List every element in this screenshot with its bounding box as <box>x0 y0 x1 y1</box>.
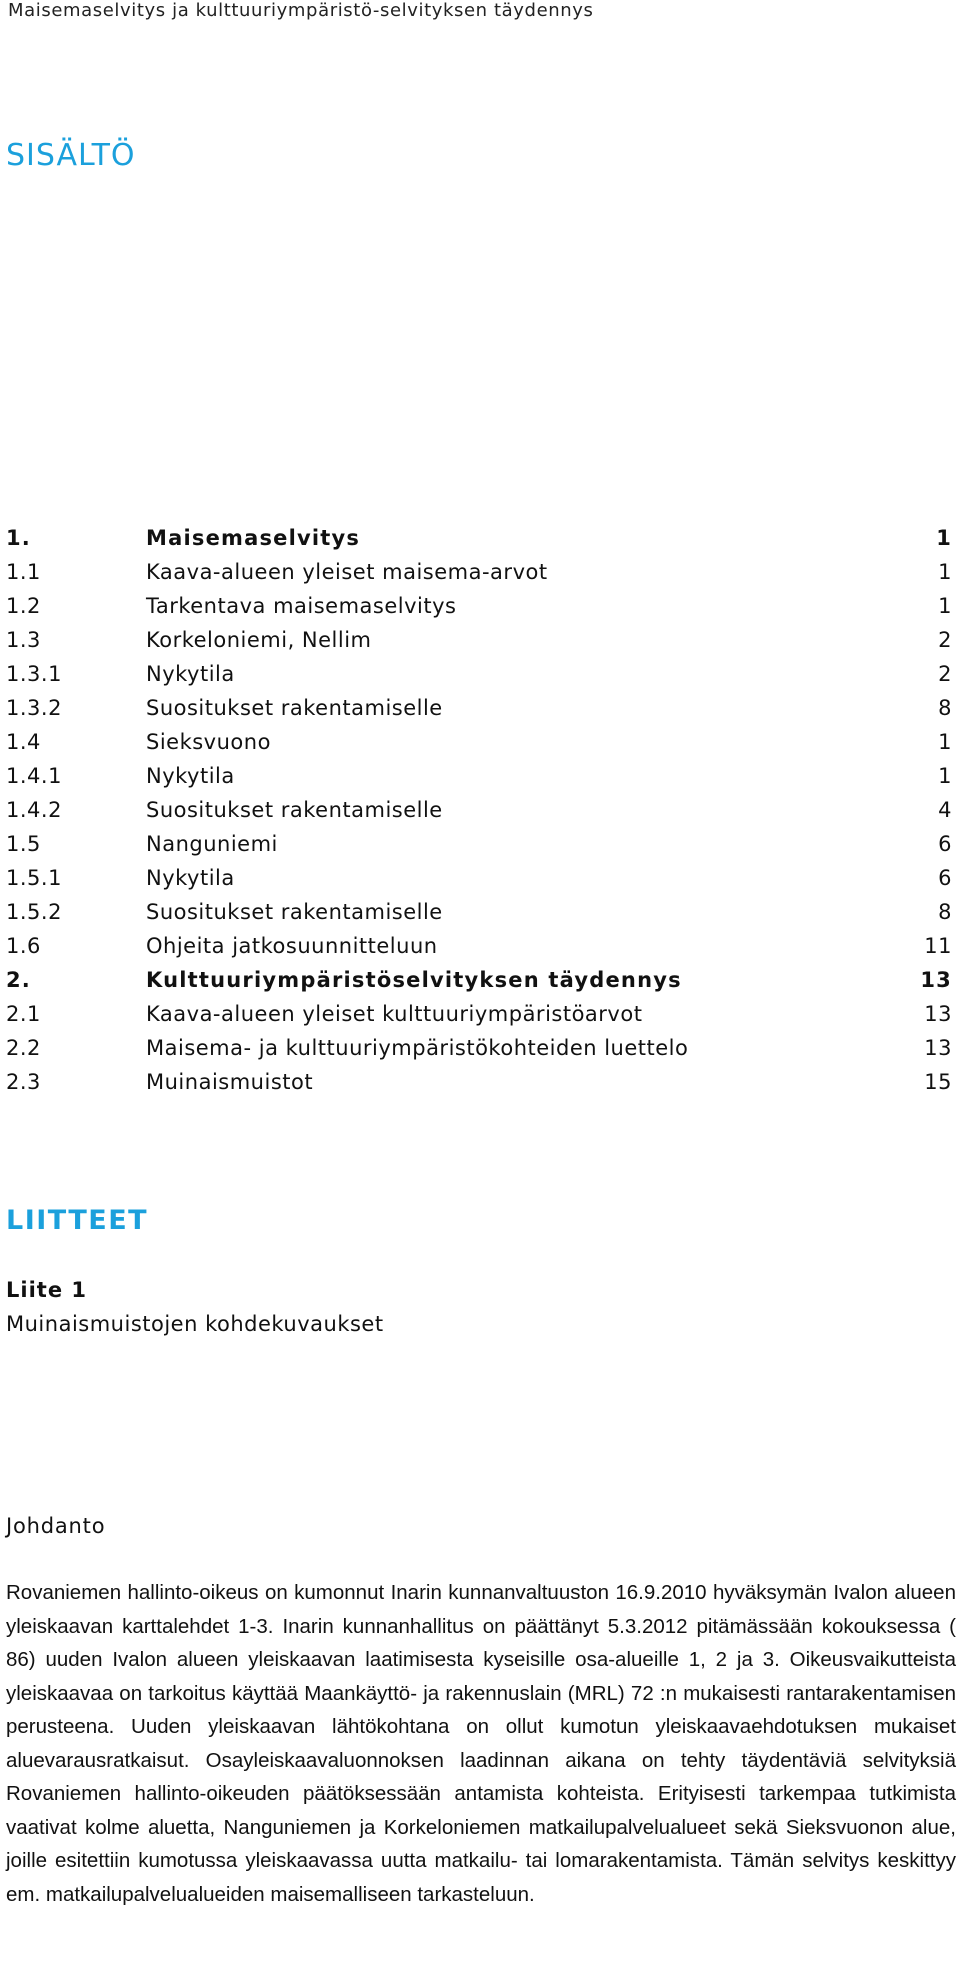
toc-entry[interactable] <box>6 555 952 589</box>
toc-entry-number: 1.5 <box>6 832 41 856</box>
toc-entry-page: 1 <box>938 764 952 788</box>
toc-entry-number: 1.2 <box>6 594 41 618</box>
toc-entry-number: 2. <box>6 968 31 992</box>
toc-entry-number: 1.4.1 <box>6 764 62 788</box>
toc-entry-number: 1.4 <box>6 730 41 754</box>
toc-entry[interactable] <box>6 1065 952 1099</box>
toc-entry-number: 2.3 <box>6 1070 41 1094</box>
toc-entry-page: 15 <box>924 1070 952 1094</box>
toc-entry[interactable] <box>6 827 952 861</box>
toc-entry-title: Suositukset rakentamiselle <box>146 798 443 822</box>
appendices-heading: LIITTEET <box>6 1205 149 1236</box>
toc-entry-number: 1.4.2 <box>6 798 62 822</box>
toc-entry[interactable] <box>6 623 952 657</box>
toc-entry-title: Kaava-alueen yleiset maisema-arvot <box>146 560 548 584</box>
appendix-label: Liite 1 <box>6 1278 87 1302</box>
toc-entry-page: 1 <box>936 526 952 550</box>
toc-entry[interactable] <box>6 963 952 997</box>
toc-entry-page: 2 <box>938 662 952 686</box>
toc-entry-number: 2.2 <box>6 1036 41 1060</box>
toc-entry-title: Sieksvuono <box>146 730 271 754</box>
toc-entry[interactable] <box>6 895 952 929</box>
toc-entry[interactable] <box>6 929 952 963</box>
toc-entry[interactable] <box>6 657 952 691</box>
toc-entry[interactable] <box>6 589 952 623</box>
toc-entry-number: 1. <box>6 526 31 550</box>
toc-entry-number: 1.3.1 <box>6 662 62 686</box>
toc-entry-title: Nykytila <box>146 866 235 890</box>
toc-entry[interactable] <box>6 691 952 725</box>
toc-entry-page: 13 <box>920 968 952 992</box>
toc-entry-page: 1 <box>938 594 952 618</box>
toc-entry-title: Nanguniemi <box>146 832 278 856</box>
toc-heading: SISÄLTÖ <box>6 138 136 173</box>
toc-entry[interactable] <box>6 997 952 1031</box>
toc-entry-page: 6 <box>938 832 952 856</box>
toc-entry-title: Kulttuuriympäristöselvityksen täydennys <box>146 968 682 992</box>
toc-entry-page: 11 <box>924 934 952 958</box>
toc-entry-title: Nykytila <box>146 764 235 788</box>
toc-entry-number: 2.1 <box>6 1002 41 1026</box>
toc-entry-page: 13 <box>924 1002 952 1026</box>
toc-entry[interactable] <box>6 759 952 793</box>
toc-entry[interactable] <box>6 521 952 555</box>
toc-entry[interactable] <box>6 861 952 895</box>
toc-entry-number: 1.1 <box>6 560 41 584</box>
toc-entry-title: Nykytila <box>146 662 235 686</box>
toc-entry-page: 4 <box>938 798 952 822</box>
toc-entry-number: 1.6 <box>6 934 41 958</box>
intro-heading: Johdanto <box>6 1514 106 1538</box>
toc-entry-page: 8 <box>938 696 952 720</box>
toc-entry-title: Muinaismuistot <box>146 1070 314 1094</box>
running-header: Maisemaselvitys ja kulttuuriympäristö-selvityksen täydennys <box>8 0 594 21</box>
toc-entry-title: Kaava-alueen yleiset kulttuuriympäristöarvot <box>146 1002 643 1026</box>
toc-entry-number: 1.3.2 <box>6 696 62 720</box>
toc-entry[interactable] <box>6 1031 952 1065</box>
toc-entry-title: Maisema- ja kulttuuriympäristökohteiden luettelo <box>146 1036 689 1060</box>
toc-entry-page: 1 <box>938 730 952 754</box>
table-of-contents <box>6 521 952 1099</box>
appendix-description: Muinaismuistojen kohdekuvaukset <box>6 1312 384 1336</box>
toc-entry-page: 6 <box>938 866 952 890</box>
toc-entry-page: 1 <box>938 560 952 584</box>
toc-entry-page: 2 <box>938 628 952 652</box>
toc-entry-number: 1.5.2 <box>6 900 62 924</box>
toc-entry-title: Suositukset rakentamiselle <box>146 900 443 924</box>
toc-entry[interactable] <box>6 793 952 827</box>
toc-entry-title: Korkeloniemi, Nellim <box>146 628 372 652</box>
toc-entry-page: 13 <box>924 1036 952 1060</box>
toc-entry-title: Suositukset rakentamiselle <box>146 696 443 720</box>
intro-paragraph: Rovaniemen hallinto-oikeus on kumonnut Inarin kunnanvaltuuston 16.9.2010 hyväksymän Ivalon alueen yleiskaavan karttalehdet 1-3. Inarin kunnanhallitus on päättänyt 5.3.2012 pitämässään kokouksessa ( 86) uuden Ivalon alueen yleiskaavan laatimisesta kyseisille osa-alueille 1, 2 ja 3. Oikeusvaikutteista yleiskaavaa on tarkoitus käyttää Maankäyttö- ja rakennuslain (MRL) 72 :n mukaisesti rantarakentamisen perusteena. Uuden yleiskaavan lähtökohtana on ollut kumotun yleiskaavaehdotuksen mukaiset aluevarausratkaisut. Osayleiskaavaluonnoksen laadinnan aikana on tehty täydentäviä selvityksiä Rovaniemen hallinto-oikeuden päätöksessään antamista kohteista. Erityisesti tarkempaa tutkimista vaativat kolme aluetta, Nanguniemen ja Korkeloniemen matkailupalvelualueet sekä Sieksvuonon alue, joille esitettiin kumotussa yleiskaavassa uutta matkailu- tai lomarakentamista. Tämän selvitys keskittyy em. matkailupalvelualueiden maisemalliseen tarkasteluun. <box>6 1581 956 1906</box>
toc-entry-number: 1.5.1 <box>6 866 62 890</box>
toc-entry-number: 1.3 <box>6 628 41 652</box>
toc-entry[interactable] <box>6 725 952 759</box>
toc-entry-title: Ohjeita jatkosuunnitteluun <box>146 934 438 958</box>
toc-entry-title: Tarkentava maisemaselvitys <box>146 594 457 618</box>
toc-entry-title: Maisemaselvitys <box>146 526 361 550</box>
toc-entry-page: 8 <box>938 900 952 924</box>
